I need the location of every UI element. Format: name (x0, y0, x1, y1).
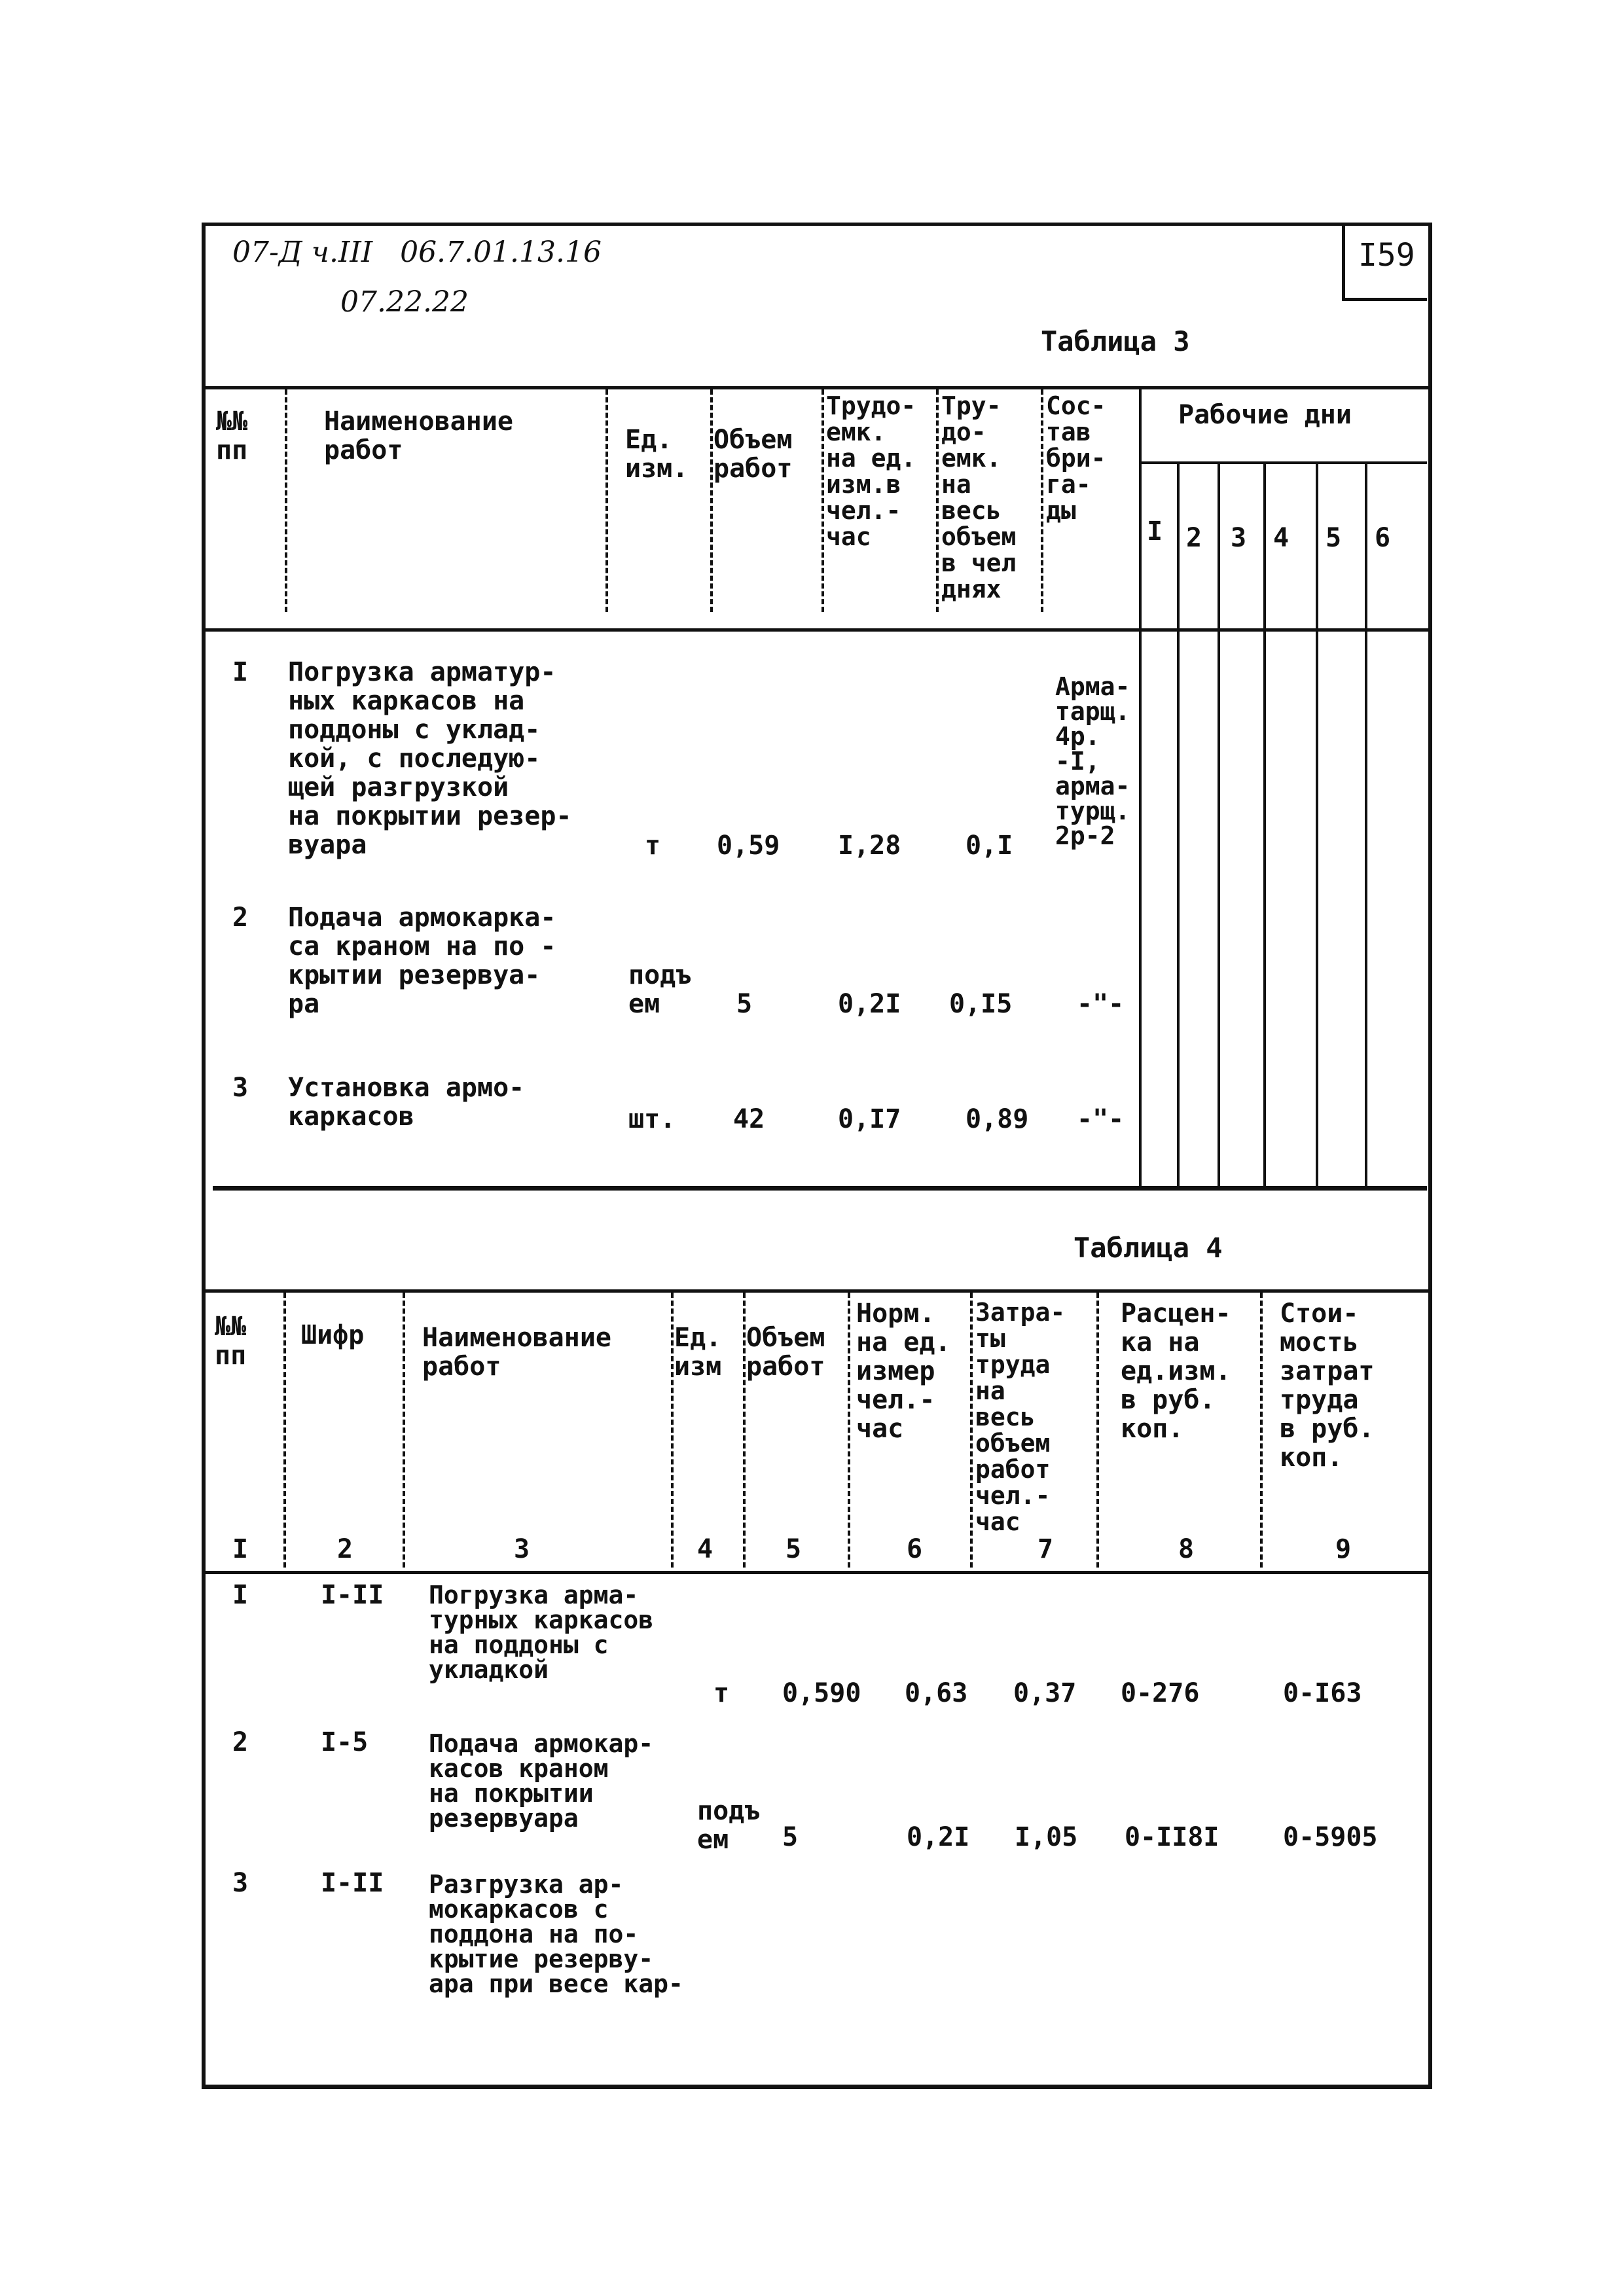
header-code-line2: 07.22.22 (340, 285, 469, 319)
t4-sep (283, 1293, 286, 1568)
t4-col-4: 4 (697, 1534, 713, 1564)
t4-r2-name: Подача армокар- касов краном на покрытии резервуара (429, 1729, 654, 1833)
t3-r2-labor-total: 0,I5 (949, 989, 1013, 1019)
t4-sep (403, 1293, 405, 1568)
t4-r2-code: I-5 (321, 1727, 369, 1757)
t3-h-d2: 2 (1186, 523, 1202, 553)
t4-col-1: I (232, 1534, 249, 1564)
t3-r1-labor-unit: I,28 (838, 831, 901, 861)
t4-h-code: Шифр (301, 1320, 365, 1350)
frame-top-rule (202, 223, 1432, 226)
t4-r1-cost: 0-I63 (1283, 1678, 1362, 1708)
t3-r1-volume: 0,59 (717, 831, 780, 861)
t4-h-unit: Ед. изм (674, 1323, 722, 1382)
t3-h-no: №№ пп (216, 406, 248, 465)
table3-header-rule (204, 628, 1428, 632)
t4-h-no: №№ пп (215, 1312, 247, 1371)
t3-r1-crew: Арма- тарщ. 4р. -I, арма- турщ. 2р-2 (1055, 672, 1130, 850)
t4-r3-code: I-II (321, 1868, 384, 1898)
t4-r2-volume: 5 (782, 1822, 799, 1852)
t3-sep (1041, 389, 1043, 612)
t4-r2-labor: I,05 (1015, 1822, 1078, 1852)
t4-col-3: 3 (514, 1534, 530, 1564)
t4-r2-unit: подъ ем (697, 1796, 761, 1855)
t3-sep (821, 389, 824, 612)
t4-sep (970, 1293, 973, 1568)
page-number: I59 (1358, 237, 1415, 274)
t4-r1-norm: 0,63 (905, 1678, 968, 1708)
t3-r2-labor-unit: 0,2I (838, 989, 901, 1019)
table3-caption: Таблица 3 (1041, 325, 1190, 357)
t3-h-d5: 5 (1326, 523, 1342, 553)
t4-r1-unit: т (713, 1678, 730, 1708)
t3-sep (710, 389, 713, 612)
t4-col-8: 8 (1178, 1534, 1195, 1564)
t3-r1-labor-total: 0,I (965, 831, 1013, 861)
t3-h-crew: Сос- тав бри- га- ды (1046, 391, 1106, 525)
t3-r3-no: 3 (232, 1073, 249, 1103)
t4-h-rate: Расцен- ка на ед.изм. в руб. коп. (1121, 1299, 1231, 1444)
t4-r2-norm: 0,2I (907, 1822, 970, 1852)
t3-r3-labor-total: 0,89 (965, 1104, 1029, 1134)
t3-h-d1: I (1147, 516, 1163, 547)
t3-sep (605, 389, 608, 612)
table4-top-rule (204, 1289, 1428, 1293)
t3-r1-name: Погрузка арматур- ных каркасов на поддоны с уклад- кой, с последую- щей разгрузкой на покрытии резер- вуара (288, 657, 572, 860)
table3-top-rule (204, 386, 1428, 389)
t4-sep (1260, 1293, 1263, 1568)
t3-h-d3: 3 (1231, 523, 1247, 553)
t3-r1-no: I (232, 657, 249, 687)
t4-col-7: 7 (1038, 1534, 1054, 1564)
t3-h-labor-total: Тру- до- емк. на весь объем в чел днях (941, 391, 1017, 603)
t4-sep (671, 1293, 674, 1568)
t3-day-line (1316, 461, 1318, 1188)
t4-r1-rate: 0-276 (1121, 1678, 1200, 1708)
t3-r3-name: Установка армо- каркасов (288, 1073, 525, 1132)
t4-col-9: 9 (1335, 1534, 1352, 1564)
t3-r3-unit: шт. (628, 1104, 676, 1134)
t4-r1-code: I-II (321, 1580, 384, 1610)
t3-day-line (1177, 461, 1180, 1188)
t3-r2-crew: -"- (1077, 989, 1125, 1019)
t3-r2-volume: 5 (736, 989, 753, 1019)
table4-caption: Таблица 4 (1074, 1232, 1223, 1264)
t4-col-6: 6 (907, 1534, 923, 1564)
t3-r3-crew: -"- (1077, 1104, 1125, 1134)
t3-r3-volume: 42 (733, 1104, 765, 1134)
t4-r2-rate: 0-II8I (1125, 1822, 1219, 1852)
t3-h-name: Наименование работ (324, 406, 513, 465)
t3-h-days: Рабочие дни (1178, 400, 1352, 430)
t4-r3-name: Разгрузка ар- мокаркасов с поддона на по- крытие резерву- ара при весе кар- (429, 1870, 683, 1998)
t3-sep (936, 389, 939, 612)
t4-h-norm: Норм. на ед. измер чел.- час (856, 1299, 951, 1444)
t3-day-line (1263, 461, 1266, 1188)
t4-h-labor: Затра- ты труда на весь объем работ чел.- час (975, 1298, 1066, 1536)
table3-bottom-rule (213, 1186, 1427, 1191)
t4-h-cost: Стои- мость затрат труда в руб. коп. (1280, 1299, 1375, 1473)
t4-r2-cost: 0-5905 (1283, 1822, 1378, 1852)
t3-h-volume: Объем работ (713, 425, 793, 484)
t3-r2-no: 2 (232, 903, 249, 933)
t4-r2-no: 2 (232, 1727, 249, 1757)
t3-day-line (1218, 461, 1220, 1188)
t4-sep (743, 1293, 746, 1568)
t4-h-volume: Объем работ (746, 1323, 825, 1382)
t4-r1-name: Погрузка арма- турных каркасов на поддоны с укладкой (429, 1581, 654, 1684)
t4-r3-no: 3 (232, 1868, 249, 1898)
t4-col-2: 2 (337, 1534, 353, 1564)
t3-r1-unit: т (645, 831, 661, 861)
table4-header-rule (204, 1571, 1428, 1574)
header-code-line1: 07-Д ч.III 06.7.01.13.16 (232, 236, 602, 269)
t3-days-subrule (1139, 461, 1427, 464)
page-frame (202, 223, 1432, 2089)
t3-r2-name: Подача армокарка- са краном на по - крытии резервуа- ра (288, 903, 556, 1019)
t4-sep (848, 1293, 850, 1568)
t3-h-d6: 6 (1375, 523, 1391, 553)
t4-sep (1096, 1293, 1099, 1568)
t3-h-unit: Ед. изм. (625, 425, 689, 484)
t3-days-line (1139, 389, 1142, 1188)
t3-sep (285, 389, 287, 612)
t3-h-labor-unit: Трудо- емк. на ед. изм.в чел.- час (826, 391, 916, 551)
t4-col-5: 5 (785, 1534, 802, 1564)
t4-r1-labor: 0,37 (1013, 1678, 1077, 1708)
t4-r1-volume: 0,590 (782, 1678, 861, 1708)
t3-r3-labor-unit: 0,I7 (838, 1104, 901, 1134)
t4-r1-no: I (232, 1580, 249, 1610)
t3-h-d4: 4 (1273, 523, 1290, 553)
t4-h-name: Наименование работ (422, 1323, 611, 1382)
t3-day-line (1365, 461, 1367, 1188)
t3-r2-unit: подъ ем (628, 960, 692, 1019)
